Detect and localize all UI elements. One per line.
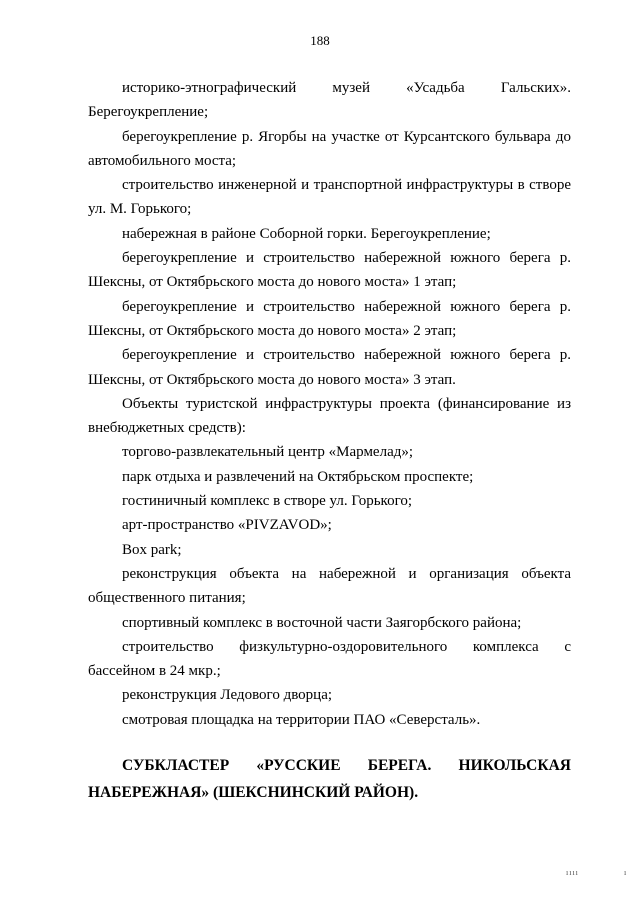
page-number: 188 xyxy=(310,33,330,48)
paragraph-13: Box park; xyxy=(122,541,182,558)
paragraph-16: строительство физкультурно-оздоровительного комплекса с бассейном в 24 мкр.; xyxy=(88,638,571,680)
section-heading: СУБКЛАСТЕР «РУССКИЕ БЕРЕГА. НИКОЛЬСКАЯ НАБЕРЕЖНАЯ» (ШЕКСНИНСКИЙ РАЙОН). xyxy=(88,757,571,802)
paragraph-12: арт-пространство «PIVZAVOD»; xyxy=(122,517,332,534)
paragraph-6: берегоукрепление и строительство набережной южного берега р. Шексны, от Октябрьского моста до нового моста» 2 этап; xyxy=(88,298,571,339)
scan-mark-right: ı xyxy=(624,868,628,877)
document-body xyxy=(88,76,571,806)
paragraph-14: реконструкция объекта на набережной и организация объекта общественного питания; xyxy=(88,565,571,607)
paragraph-9: торгово-развлекательный центр «Мармелад»; xyxy=(122,444,414,461)
paragraph-4: набережная в районе Соборной горки. Берегоукрепление; xyxy=(122,225,491,242)
paragraph-18: смотровая площадка на территории ПАО «Северсталь». xyxy=(122,711,481,728)
paragraph-10: парк отдыха и развлечений на Октябрьском проспекте; xyxy=(122,468,474,485)
paragraph-17: реконструкция Ледового дворца; xyxy=(122,687,333,704)
scan-mark-left: ıııı xyxy=(566,868,579,877)
paragraph-8: Объекты туристской инфраструктуры проекта (финансирование из внебюджетных средств): xyxy=(88,395,571,437)
paragraph-3: строительство инженерной и транспортной инфраструктуры в створе ул. М. Горького; xyxy=(88,177,571,218)
paragraph-11: гостиничный комплекс в створе ул. Горького; xyxy=(122,493,413,510)
paragraph-5: берегоукрепление и строительство набережной южного берега р. Шексны, от Октябрьского моста до нового моста» 1 этап; xyxy=(88,250,571,291)
paragraph-2: берегоукрепление р. Ягорбы на участке от Курсантского бульвара до автомобильного моста; xyxy=(88,128,571,169)
paragraph-15: спортивный комплекс в восточной части Заягорбского района; xyxy=(122,614,522,631)
paragraph-7: берегоукрепление и строительство набережной южного берега р. Шексны, от Октябрьского моста до нового моста» 3 этап. xyxy=(88,347,571,388)
paragraph-1: историко-этнографический музей «Усадьба Гальских». Берегоукрепление; xyxy=(88,80,571,121)
